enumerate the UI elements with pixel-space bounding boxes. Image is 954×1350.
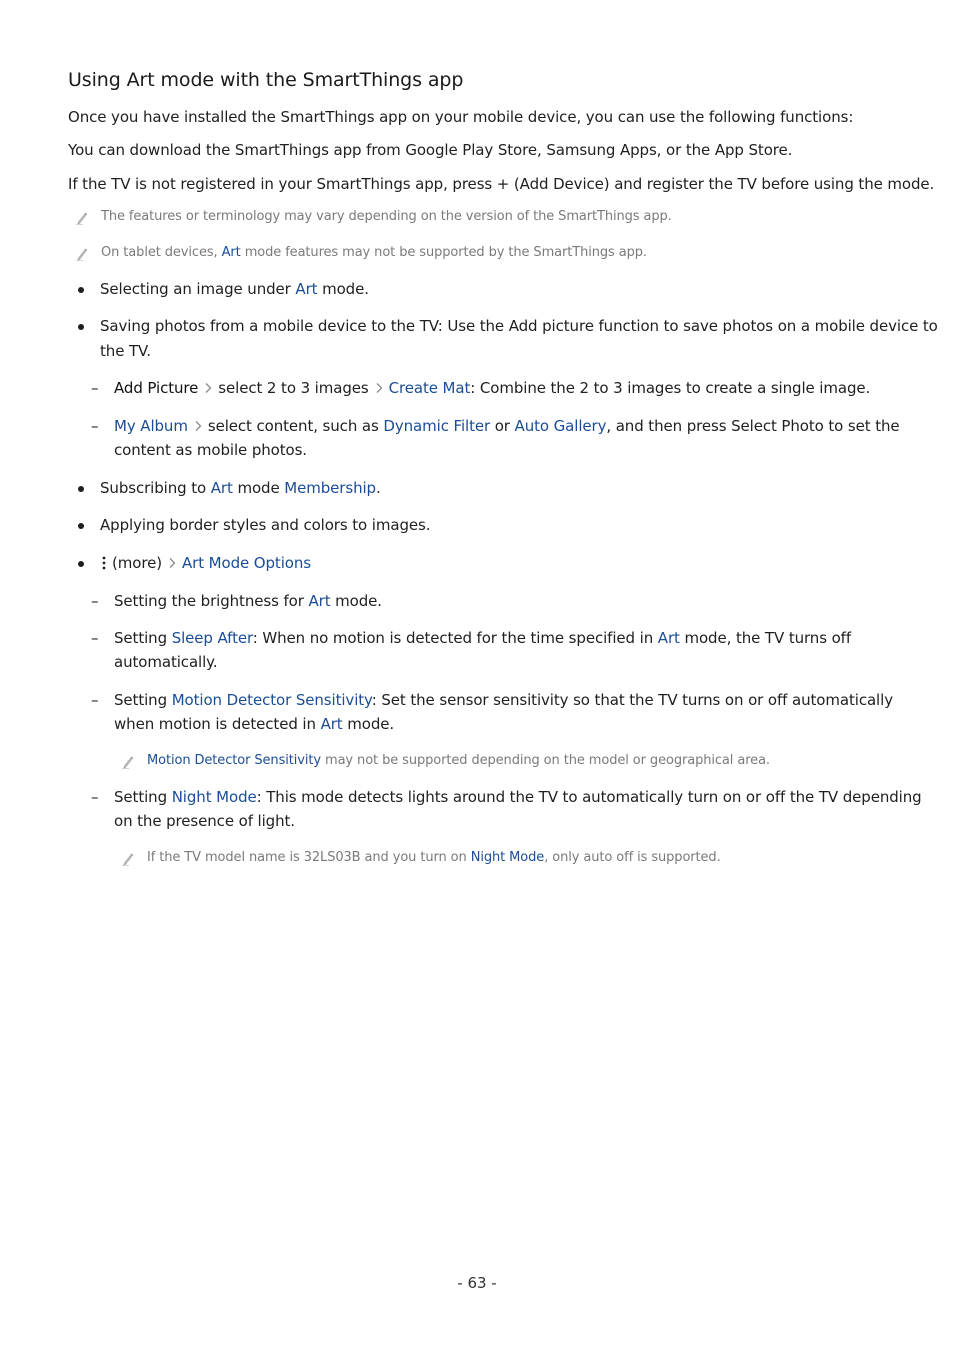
dash-night-mode-line2: on the presence of light. <box>114 812 295 830</box>
pencil-note-icon <box>75 211 89 225</box>
bullet-text: Subscribing to <box>100 479 211 497</box>
bullet-dot <box>78 523 84 529</box>
bullet-subscribing <box>100 479 381 498</box>
pencil-note-icon <box>75 247 89 261</box>
art-term: Art <box>295 280 318 298</box>
bullet-border-styles: Applying border styles and colors to images. <box>100 516 431 534</box>
dash-text: : Set the sensor sensitivity so that the TV turns on or off automatically <box>371 691 893 709</box>
dash-text: : Combine the 2 to 3 images to create a single image. <box>470 379 871 397</box>
bullet-text: mode. <box>317 280 369 298</box>
art-term: Art <box>308 592 331 610</box>
dash-motion-detector-line2 <box>114 715 394 734</box>
bullet-dot <box>78 561 84 567</box>
note-text: , only auto off is supported. <box>544 850 721 865</box>
intro-paragraph-2: You can download the SmartThings app from Google Play Store, Samsung Apps, or the App Store. <box>68 141 793 159</box>
dash-text: : This mode detects lights around the TV to automatically turn on or off the TV depending <box>256 788 922 806</box>
art-term: Art <box>657 629 680 647</box>
dynamic-filter-term: Dynamic Filter <box>383 417 491 435</box>
register-text-post: (Add Device) and register the TV before using the mode. <box>509 175 935 193</box>
register-paragraph <box>68 175 934 194</box>
sleep-after-term: Sleep After <box>171 629 253 647</box>
more-label: (more) <box>112 554 162 572</box>
dash-add-picture <box>114 379 870 398</box>
pencil-note-icon <box>121 755 135 769</box>
bullet-select-image <box>100 280 369 299</box>
auto-gallery-term: Auto Gallery <box>514 417 607 435</box>
add-device-plus-icon: + <box>496 175 510 193</box>
dash-sleep-after <box>114 629 851 648</box>
add-picture-term: Add Picture <box>114 379 199 397</box>
dash-my-album-line2: content as mobile photos. <box>114 441 307 459</box>
dash-marker: – <box>91 691 99 709</box>
chevron-right-icon <box>372 382 386 394</box>
bullet-dot <box>78 486 84 492</box>
dash-text: select 2 to 3 images <box>218 379 369 397</box>
dash-text: or <box>490 417 515 435</box>
create-mat-term: Create Mat <box>388 379 471 397</box>
dash-sleep-after-line2: automatically. <box>114 653 218 671</box>
bullet-more-options <box>100 554 311 573</box>
note-tablet-pre: On tablet devices, <box>101 245 222 260</box>
membership-term: Membership <box>284 479 376 497</box>
dash-motion-detector <box>114 691 893 710</box>
dash-text: mode. <box>330 592 382 610</box>
dash-text: Setting <box>114 629 172 647</box>
note-text: If the TV model name is 32LS03B and you turn on <box>147 850 471 865</box>
dash-text: Setting the brightness for <box>114 592 309 610</box>
dash-text: select content, such as <box>207 417 384 435</box>
dash-brightness <box>114 592 382 611</box>
dash-text: Setting <box>114 788 172 806</box>
bullet-dot <box>78 287 84 293</box>
dash-marker: – <box>91 379 99 397</box>
dash-night-mode <box>114 788 922 807</box>
dash-my-album <box>114 417 900 436</box>
dash-text: mode, the TV turns off <box>679 629 852 647</box>
art-term: Art <box>210 479 233 497</box>
dash-marker: – <box>91 592 99 610</box>
art-term: Art <box>320 715 343 733</box>
bullet-dot <box>78 324 84 330</box>
more-vertical-icon <box>100 556 108 570</box>
chevron-right-icon <box>165 557 179 569</box>
bullet-text: mode <box>232 479 285 497</box>
note-terminology: The features or terminology may vary depending on the version of the SmartThings app. <box>101 209 672 224</box>
dash-text: mode. <box>342 715 395 733</box>
dash-marker: – <box>91 788 99 806</box>
section-heading: Using Art mode with the SmartThings app <box>68 69 464 91</box>
bullet-saving-photos-line1: Saving photos from a mobile device to the TV: Use the Add picture function to save photos on a mobile device to <box>100 317 938 335</box>
night-mode-term: Night Mode <box>470 850 545 865</box>
my-album-term: My Album <box>114 417 188 435</box>
note-night-mode <box>147 849 721 866</box>
dash-marker: – <box>91 629 99 647</box>
note-tablet <box>101 244 647 261</box>
dash-text: Setting <box>114 691 172 709</box>
chevron-right-icon <box>201 382 215 394</box>
bullet-saving-photos-line2: the TV. <box>100 342 151 360</box>
motion-detector-sensitivity-term: Motion Detector Sensitivity <box>171 691 372 709</box>
dash-text: : When no motion is detected for the time specified in <box>252 629 658 647</box>
page-number: - 63 - <box>457 1274 497 1292</box>
bullet-text: Selecting an image under <box>100 280 296 298</box>
pencil-note-icon <box>121 852 135 866</box>
note-tablet-post: mode features may not be supported by the SmartThings app. <box>240 245 647 260</box>
night-mode-term: Night Mode <box>171 788 257 806</box>
chevron-right-icon <box>191 420 205 432</box>
bullet-text: . <box>375 479 381 497</box>
register-text-pre: If the TV is not registered in your SmartThings app, press <box>68 175 497 193</box>
intro-paragraph-1: Once you have installed the SmartThings app on your mobile device, you can use the following functions: <box>68 108 854 126</box>
note-text: may not be supported depending on the model or geographical area. <box>320 753 770 768</box>
art-mode-options-term: Art Mode Options <box>181 554 311 572</box>
dash-text: , and then press Select Photo to set the <box>606 417 900 435</box>
art-link: Art <box>221 245 241 260</box>
note-motion-detector <box>147 752 770 769</box>
motion-detector-sensitivity-term: Motion Detector Sensitivity <box>147 753 321 768</box>
dash-text: when motion is detected in <box>114 715 321 733</box>
dash-marker: – <box>91 417 99 435</box>
